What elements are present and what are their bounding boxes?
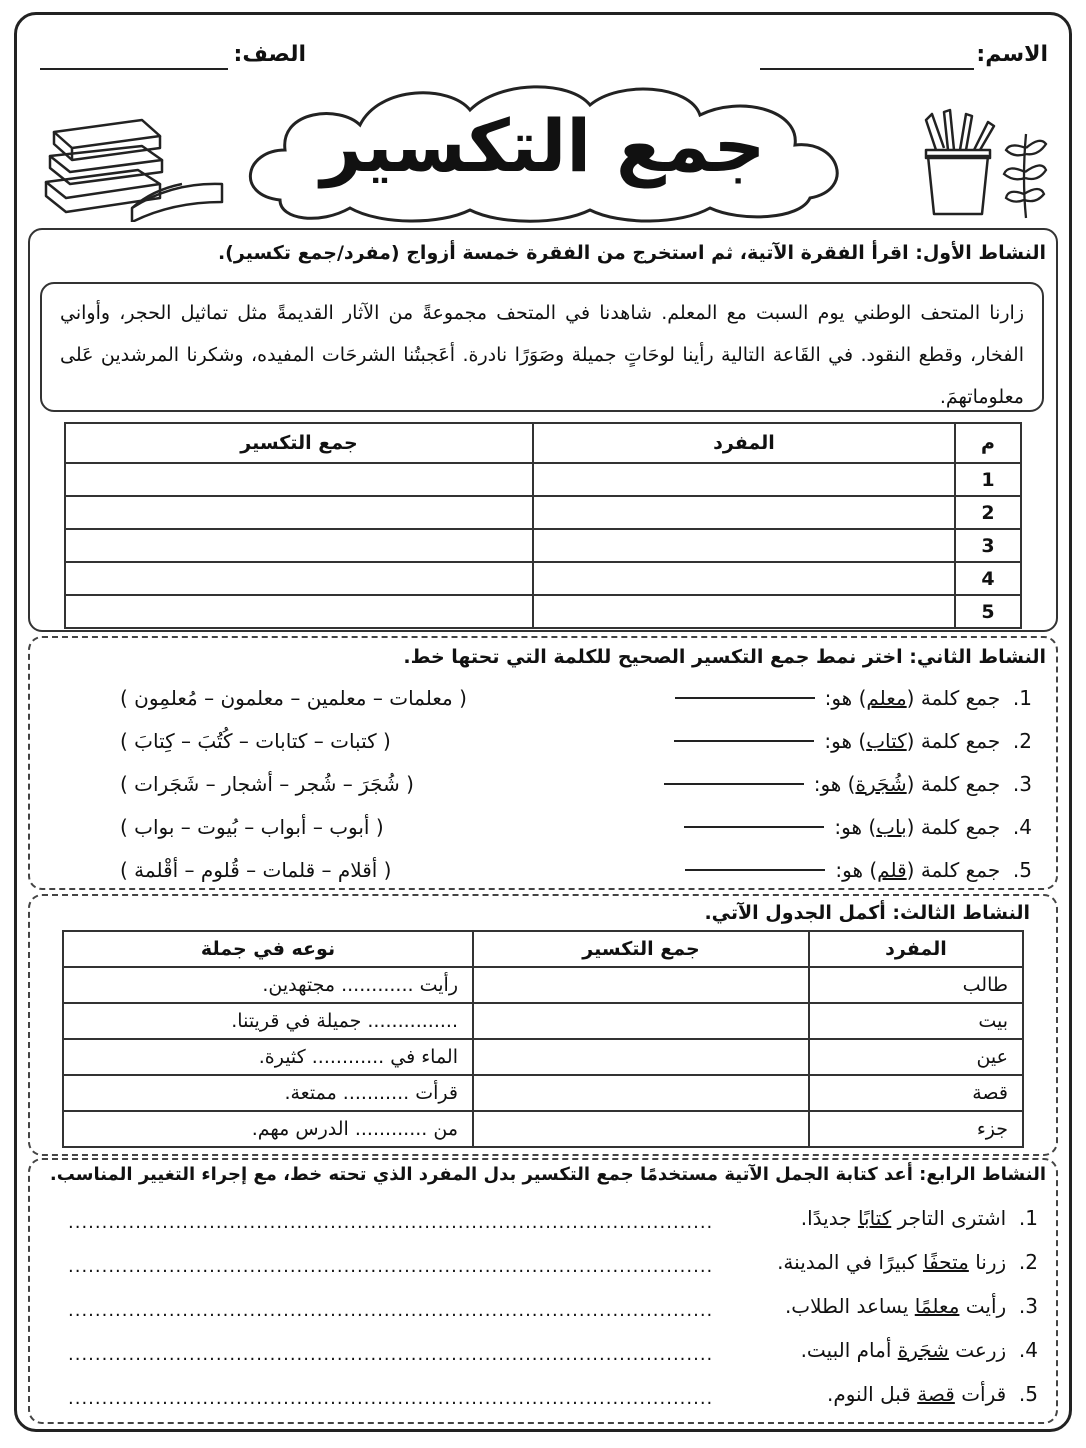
plural-cell[interactable]	[473, 1039, 809, 1075]
plural-cell[interactable]	[473, 1111, 809, 1147]
singular-cell: جزء	[809, 1111, 1023, 1147]
activity2-item	[654, 764, 1032, 804]
activity4-heading: النشاط الرابع: أعد كتابة الجمل الآتية مستخدمًا جمع التكسير بدل المفرد الذي تحته خط، مع إجراء التغيير المناسب.	[49, 1164, 1046, 1185]
row-number: 4	[955, 562, 1021, 595]
row-number: 2	[955, 496, 1021, 529]
activity1-paragraph: زارنا المتحف الوطني يوم السبت مع المعلم. شاهدنا في المتحف مجموعةً من الآثار القديمةً مثل تماثيل الحجر، وأواني الفخار، وقطع النقود. في القَاعة التالية رأينا لوحَاتٍ جميلة وصَوَرًا نادرة. أعَجبتُنا الشرحَات المفيده، وشكرنا المرشدين عَلى معلوماتهمَ.	[40, 282, 1044, 412]
sentence-cell[interactable]: قرأت ........... ممتعة.	[63, 1075, 473, 1111]
activity1-table	[64, 422, 1022, 629]
answer-blank[interactable]	[684, 826, 824, 828]
sentence-cell[interactable]: الماء في ............ كثيرة.	[63, 1039, 473, 1075]
item-number: 3.	[1012, 772, 1032, 796]
underlined-word: قلم	[877, 858, 907, 882]
table-row	[65, 595, 1021, 628]
activity4-sentence	[785, 1294, 1038, 1318]
underlined-word: قصة	[917, 1382, 955, 1406]
plural-cell[interactable]	[473, 967, 809, 1003]
underlined-word: معلم	[866, 686, 907, 710]
activity2-options: ( كتبات – كتابات – كُتُبَ – كِتابَ )	[120, 729, 391, 753]
sentence-before: زرنا	[968, 1250, 1007, 1274]
sentence-before: رأيت	[959, 1294, 1007, 1318]
plural-cell[interactable]	[473, 1075, 809, 1111]
answer-line[interactable]: ................................................................................................	[68, 1212, 714, 1233]
underlined-word: شُجَرة	[855, 772, 907, 796]
singular-cell[interactable]	[533, 463, 955, 496]
table-row	[63, 1003, 1023, 1039]
answer-blank[interactable]	[685, 869, 825, 871]
underlined-word: معلمًا	[914, 1294, 960, 1318]
underlined-word: شجَرة	[897, 1338, 949, 1362]
page-title: جمع التكسير	[320, 104, 766, 188]
table-row	[63, 1039, 1023, 1075]
sentence-after: يساعد الطلاب.	[784, 1294, 915, 1318]
activity4-sentence	[801, 1206, 1038, 1230]
table-row	[65, 562, 1021, 595]
item-number: 4.	[1012, 815, 1032, 839]
name-field[interactable]	[760, 68, 974, 70]
sentence-before: زرعت	[948, 1338, 1007, 1362]
sentence-before: اشترى التاجر	[891, 1206, 1007, 1230]
activity2-options: ( أقلام – قلمات – قُلوم – أقْلمة )	[120, 858, 392, 882]
item-prefix: جمع كلمة (	[906, 686, 1001, 710]
pencil-cup-icon	[918, 108, 998, 220]
table-row	[63, 1075, 1023, 1111]
singular-cell[interactable]	[533, 595, 955, 628]
activity4-sentence	[777, 1250, 1038, 1274]
sentence-cell[interactable]: ............... جميلة في قريتنا.	[63, 1003, 473, 1039]
item-prefix: جمع كلمة (	[906, 772, 1001, 796]
sentence-after: كبيرًا في المدينة.	[777, 1250, 923, 1274]
activity1-heading: النشاط الأول: اقرأ الفقرة الآتية، ثم استخرج من الفقرة خمسة أزواج (مفرد/جمع تكسير).	[217, 242, 1046, 264]
item-prefix: جمع كلمة (	[906, 858, 1001, 882]
table-row	[65, 496, 1021, 529]
activity2-item	[674, 807, 1032, 847]
sentence-after: قبل النوم.	[826, 1382, 918, 1406]
underlined-word: كتاب	[866, 729, 907, 753]
col-plural-header: جمع التكسير	[65, 423, 533, 463]
item-number: 1.	[1018, 1206, 1038, 1230]
activity2-item	[665, 678, 1032, 718]
activity2-options: ( أبوب – أبواب – بُيوت – بواب )	[120, 815, 384, 839]
col-plural-header: جمع التكسير	[473, 931, 809, 967]
col-sentence-header: نوعه في جملة	[63, 931, 473, 967]
answer-line[interactable]: ................................................................................................	[68, 1388, 714, 1409]
class-field[interactable]	[40, 68, 228, 70]
row-number: 1	[955, 463, 1021, 496]
activity3-heading: النشاط الثالث: أكمل الجدول الآتي.	[704, 902, 1030, 924]
underlined-word: متحفًا	[922, 1250, 969, 1274]
row-number: 5	[955, 595, 1021, 628]
sentence-after: أمام البيت.	[800, 1338, 898, 1362]
activity3-table	[62, 930, 1024, 1148]
activity4-sentence	[801, 1338, 1038, 1362]
sentence-cell[interactable]: من ............ الدرس مهم.	[63, 1111, 473, 1147]
books-icon	[42, 112, 227, 222]
plural-cell[interactable]	[65, 529, 533, 562]
row-number: 3	[955, 529, 1021, 562]
class-label: الصف:	[233, 42, 306, 67]
sentence-cell[interactable]: رأيت ............ مجتهدين.	[63, 967, 473, 1003]
item-number: 4.	[1018, 1338, 1038, 1362]
item-number: 3.	[1018, 1294, 1038, 1318]
singular-cell: بيت	[809, 1003, 1023, 1039]
col-singular-header: المفرد	[533, 423, 955, 463]
table-row	[65, 463, 1021, 496]
sentence-after: جديدًا.	[800, 1206, 858, 1230]
underlined-word: كتابًا	[857, 1206, 892, 1230]
item-suffix: ) هو:	[813, 772, 856, 796]
item-suffix: ) هو:	[824, 686, 867, 710]
activity4-sentence	[827, 1382, 1038, 1406]
item-number: 5.	[1018, 1382, 1038, 1406]
singular-cell: طالب	[809, 967, 1023, 1003]
item-number: 5.	[1012, 858, 1032, 882]
activity2-options: ( معلمات – معلمين – معلمون – مُعلمِون )	[120, 686, 467, 710]
table-row	[65, 529, 1021, 562]
activity2-options: ( شُجَرَ – شُجر – أشجار – شَجَرات )	[120, 772, 414, 796]
item-suffix: ) هو:	[835, 858, 878, 882]
item-suffix: ) هو:	[834, 815, 877, 839]
col-number-header: م	[955, 423, 1021, 463]
answer-blank[interactable]	[675, 697, 815, 699]
item-prefix: جمع كلمة (	[906, 729, 1001, 753]
item-number: 2.	[1012, 729, 1032, 753]
singular-cell: عين	[809, 1039, 1023, 1075]
activity2-heading: النشاط الثاني: اختر نمط جمع التكسير الصحيح للكلمة التي تحتها خط.	[403, 646, 1046, 668]
item-suffix: ) هو:	[824, 729, 867, 753]
activity2-item	[664, 721, 1032, 761]
name-label: الاسم:	[976, 42, 1048, 67]
singular-cell: قصة	[809, 1075, 1023, 1111]
item-number: 1.	[1012, 686, 1032, 710]
answer-blank[interactable]	[674, 740, 814, 742]
sentence-before: قرأت	[954, 1382, 1007, 1406]
answer-line[interactable]: ................................................................................................	[68, 1256, 714, 1277]
answer-blank[interactable]	[664, 783, 804, 785]
singular-cell[interactable]	[533, 529, 955, 562]
table-row	[63, 967, 1023, 1003]
item-prefix: جمع كلمة (	[906, 815, 1001, 839]
underlined-word: باب	[876, 815, 907, 839]
plural-cell[interactable]	[65, 463, 533, 496]
plural-cell[interactable]	[65, 595, 533, 628]
singular-cell[interactable]	[533, 562, 955, 595]
answer-line[interactable]: ................................................................................................	[68, 1344, 714, 1365]
plural-cell[interactable]	[473, 1003, 809, 1039]
singular-cell[interactable]	[533, 496, 955, 529]
col-singular-header: المفرد	[809, 931, 1023, 967]
answer-line[interactable]: ................................................................................................	[68, 1300, 714, 1321]
activity2-item	[675, 850, 1032, 890]
leaf-branch-icon	[1000, 128, 1048, 220]
item-number: 2.	[1018, 1250, 1038, 1274]
table-row	[63, 1111, 1023, 1147]
plural-cell[interactable]	[65, 562, 533, 595]
plural-cell[interactable]	[65, 496, 533, 529]
